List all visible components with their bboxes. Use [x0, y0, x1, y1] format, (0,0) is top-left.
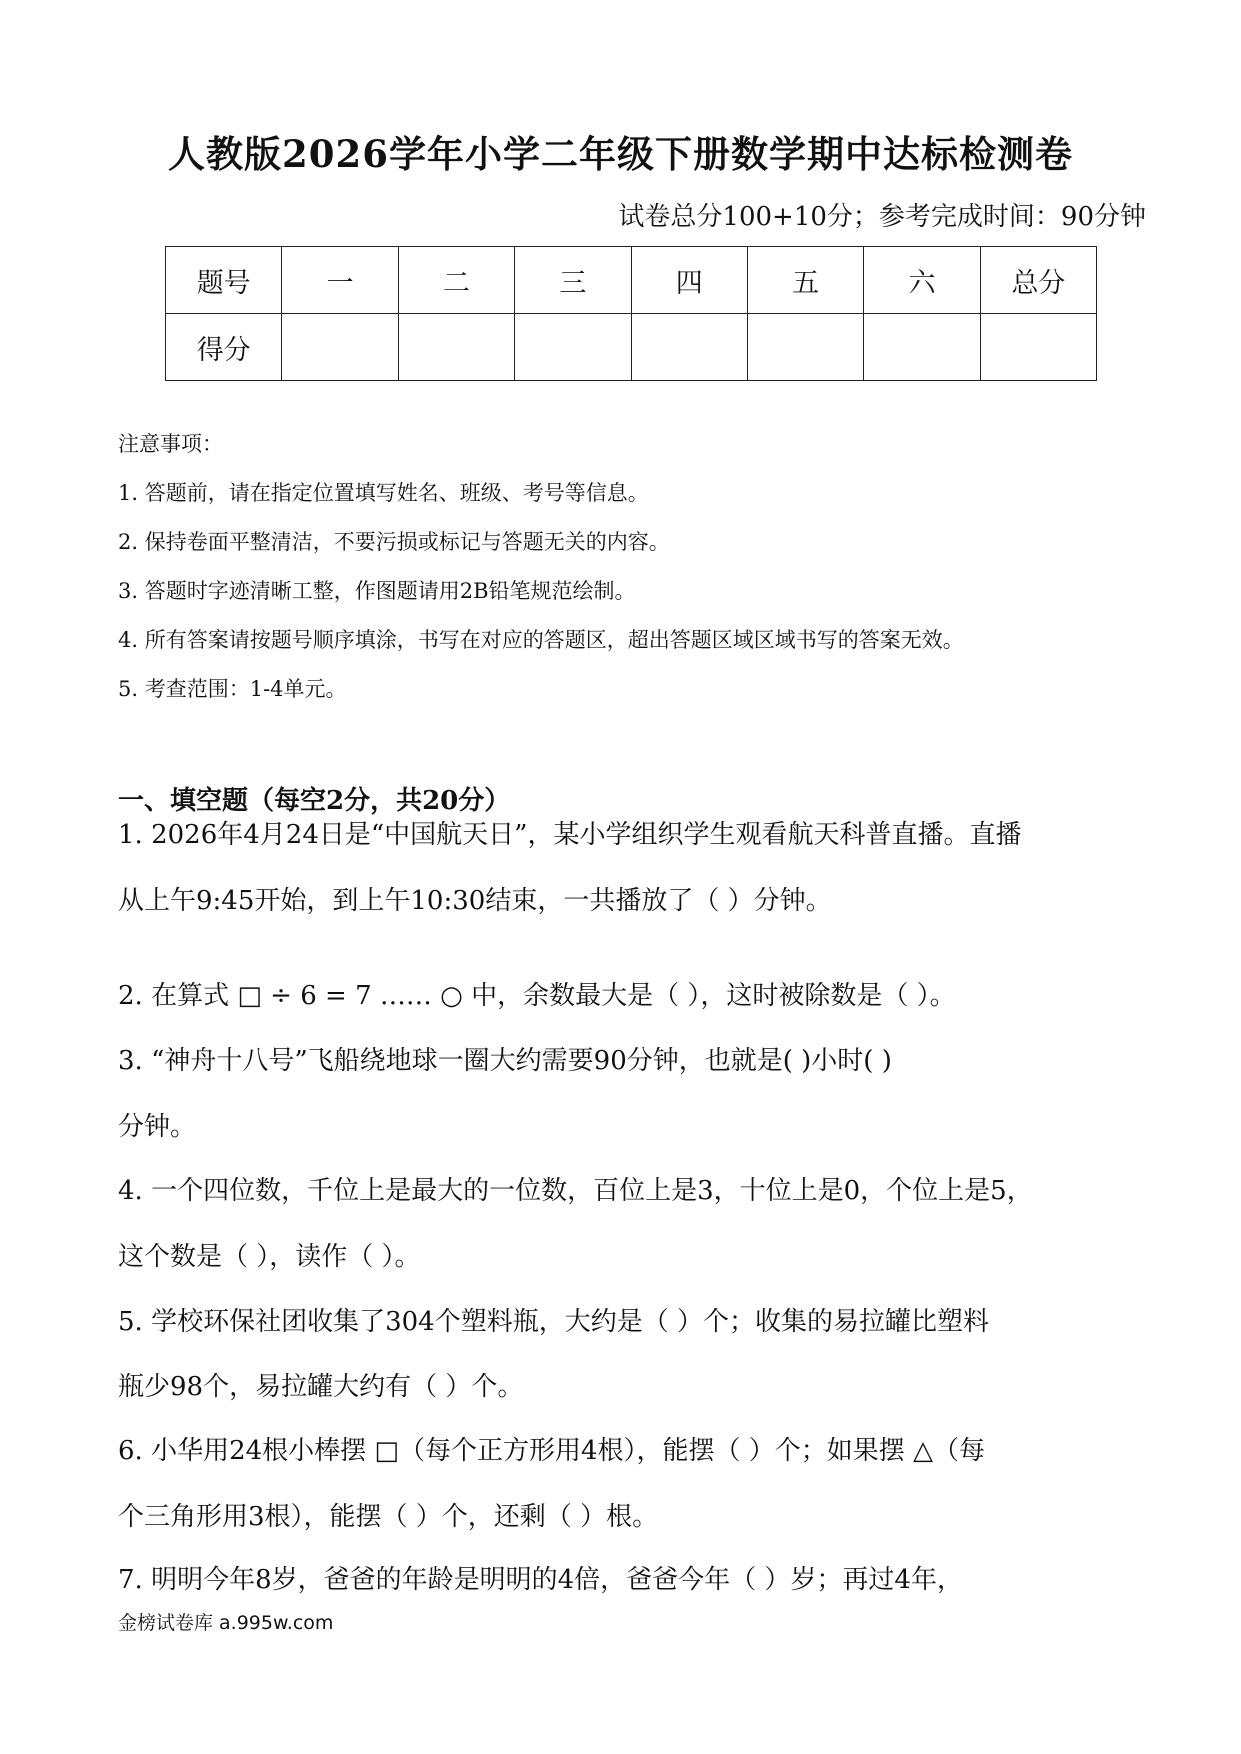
note-item: 4. 所有答案请按题号顺序填涂，书写在对应的答题区，超出答题区域区域书写的答案无效。 [118, 628, 964, 652]
notes-heading: 注意事项： [118, 432, 223, 456]
score-table-header-cell: 五 [747, 247, 863, 314]
question-5-line-2: 瓶少98个，易拉罐大约有（ ）个。 [118, 1372, 524, 1402]
score-cell[interactable] [747, 314, 863, 381]
score-table-header-cell: 二 [398, 247, 514, 314]
note-item: 2. 保持卷面平整清洁，不要污损或标记与答题无关的内容。 [118, 530, 670, 554]
question-4-line-1: 4. 一个四位数，千位上是最大的一位数，百位上是3，十位上是0，个位上是5， [118, 1176, 1033, 1206]
section-heading-fill-in: 一、填空题（每空2分，共20分） [118, 786, 511, 816]
question-4-line-2: 这个数是（ ），读作（ ）。 [118, 1242, 421, 1272]
question-2-line-1: 2. 在算式 □ ÷ 6 = 7 …… ○ 中，余数最大是（ ），这时被除数是（ ）。 [118, 981, 956, 1011]
score-cell[interactable] [631, 314, 747, 381]
exam-subtitle: 试卷总分100+10分；参考完成时间：90分钟 [618, 202, 1146, 232]
question-6-line-1: 6. 小华用24根小棒摆 □（每个正方形用4根），能摆（ ）个；如果摆 △（每 [118, 1436, 986, 1466]
score-cell[interactable] [980, 314, 1096, 381]
score-table-header-row [166, 247, 1097, 314]
exam-title: 人教版2026学年小学二年级下册数学期中达标检测卷 [168, 132, 1073, 176]
score-cell[interactable] [398, 314, 514, 381]
score-cell[interactable] [282, 314, 398, 381]
score-table-header-cell: 一 [282, 247, 398, 314]
note-item: 5. 考查范围：1-4单元。 [118, 677, 347, 701]
question-3-line-2: 分钟。 [118, 1112, 197, 1142]
score-cell[interactable] [515, 314, 631, 381]
question-5-line-1: 5. 学校环保社团收集了304个塑料瓶，大约是（ ）个；收集的易拉罐比塑料 [118, 1307, 989, 1337]
score-cell[interactable] [864, 314, 980, 381]
score-table-header-cell: 六 [864, 247, 980, 314]
score-table-header-cell: 总分 [980, 247, 1096, 314]
score-table-header-cell: 四 [631, 247, 747, 314]
note-item: 3. 答题时字迹清晰工整，作图题请用2B铅笔规范绘制。 [118, 579, 636, 603]
footer-watermark: 金榜试卷库 a.995w.com [118, 1612, 334, 1634]
notes-block [118, 420, 964, 714]
question-7-line-1: 7. 明明今年8岁，爸爸的年龄是明明的4倍，爸爸今年（ ）岁；再过4年， [118, 1565, 963, 1595]
score-table-score-row [166, 314, 1097, 381]
question-3-line-1: 3. “神舟十八号”飞船绕地球一圈大约需要90分钟，也就是( )小时( ) [118, 1046, 892, 1076]
note-item: 1. 答题前，请在指定位置填写姓名、班级、考号等信息。 [118, 481, 649, 505]
score-table-header-cell: 题号 [166, 247, 282, 314]
question-1-line-2: 从上午9:45开始，到上午10:30结束，一共播放了（ ）分钟。 [118, 886, 832, 916]
question-1-line-1: 1. 2026年4月24日是“中国航天日”，某小学组织学生观看航天科普直播。直播 [118, 820, 1022, 850]
score-table [165, 246, 1097, 381]
question-6-line-2: 个三角形用3根），能摆（ ）个，还剩（ ）根。 [118, 1502, 659, 1532]
score-table-header-cell: 三 [515, 247, 631, 314]
score-row-label: 得分 [166, 314, 282, 381]
